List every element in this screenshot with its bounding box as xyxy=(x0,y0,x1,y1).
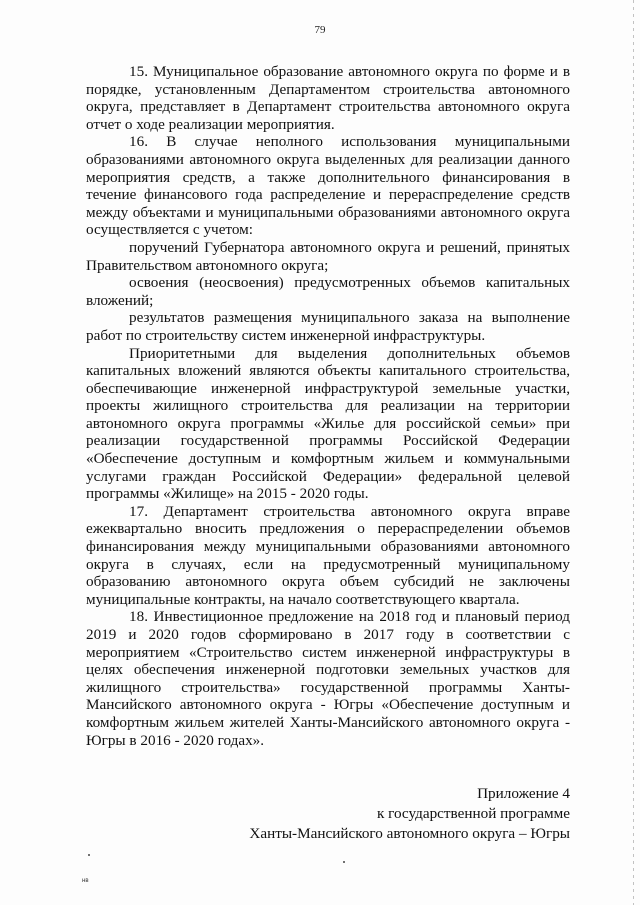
paragraph-priority: Приоритетными для выделения дополнительных объемов капитальных вложений являются объекты капитального строительства, обеспечивающие инженерной инфраструктурой земельные участки, проекты жилищного строительства для реализации на территории автономного округа программы «Жилье для российской семьи» при реализации государственной программы Российской Федерации «Обеспечение доступным и комфортным жильем и коммунальными услугами граждан Российской Федерации» федеральной целевой программы «Жилище» на 2015 - 2020 годы. xyxy=(86,344,570,503)
document-body xyxy=(86,63,570,749)
scan-speck xyxy=(343,861,345,863)
scan-edge-artifact xyxy=(633,0,634,905)
appendix-program: к государственной программе xyxy=(376,805,570,822)
page-number: 79 xyxy=(314,24,326,36)
paragraph-16-item-2: освоения (неосвоения) предусмотренных объемов капитальных вложений; xyxy=(86,274,570,309)
corner-mark: нв xyxy=(82,878,89,884)
paragraph-17: 17. Департамент строительства автономного округа вправе ежеквартально вносить предложения о перераспределении объемов финансирования между муниципальными образованиями автономного округа в случаях, если на предусмотренный муниципальному образованию автономного округа объем субсидий не заключены муниципальные контракты, на начало соответствующего квартала. xyxy=(86,502,570,608)
paragraph-15: 15. Муниципальное образование автономного округа по форме и в порядке, установленным Департаментом строительства автономного округа, представляет в Департамент строительства автономного округа отчет о ходе реализации мероприятия. xyxy=(86,63,570,133)
scan-speck xyxy=(88,854,90,856)
paragraph-16-item-1: поручений Губернатора автономного округа и решений, принятых Правительством автономного округа; xyxy=(86,238,570,274)
appendix-heading xyxy=(249,784,570,844)
paragraph-18: 18. Инвестиционное предложение на 2018 год и плановый период 2019 и 2020 годов сформировано в 2017 году в соответствии с мероприятием «Строительство систем инженерной инфраструктуры в целях обеспечения инженерной подготовки земельных участков для жилищного строительства» государственной программы Ханты-Мансийского автономного округа - Югры «Обеспечение доступным и комфортным жильем жителей Ханты-Мансийского автономного округа - Югры в 2016 - 2020 годах». xyxy=(86,608,570,749)
appendix-region: Ханты-Мансийского автономного округа – Югры xyxy=(249,825,570,842)
paragraph-16: 16. В случае неполного использования муниципальными образованиями автономного округа выделенных для реализации данного мероприятия средств, а также дополнительного финансирования в течение финансового года распределение и перераспределение средств между объектами и муниципальными образованиями автономного округа осуществляется с учетом: xyxy=(86,133,570,239)
paragraph-16-item-3: результатов размещения муниципального заказа на выполнение работ по строительству систем инженерной инфраструктуры. xyxy=(86,309,570,344)
appendix-number: Приложение 4 xyxy=(477,785,570,802)
